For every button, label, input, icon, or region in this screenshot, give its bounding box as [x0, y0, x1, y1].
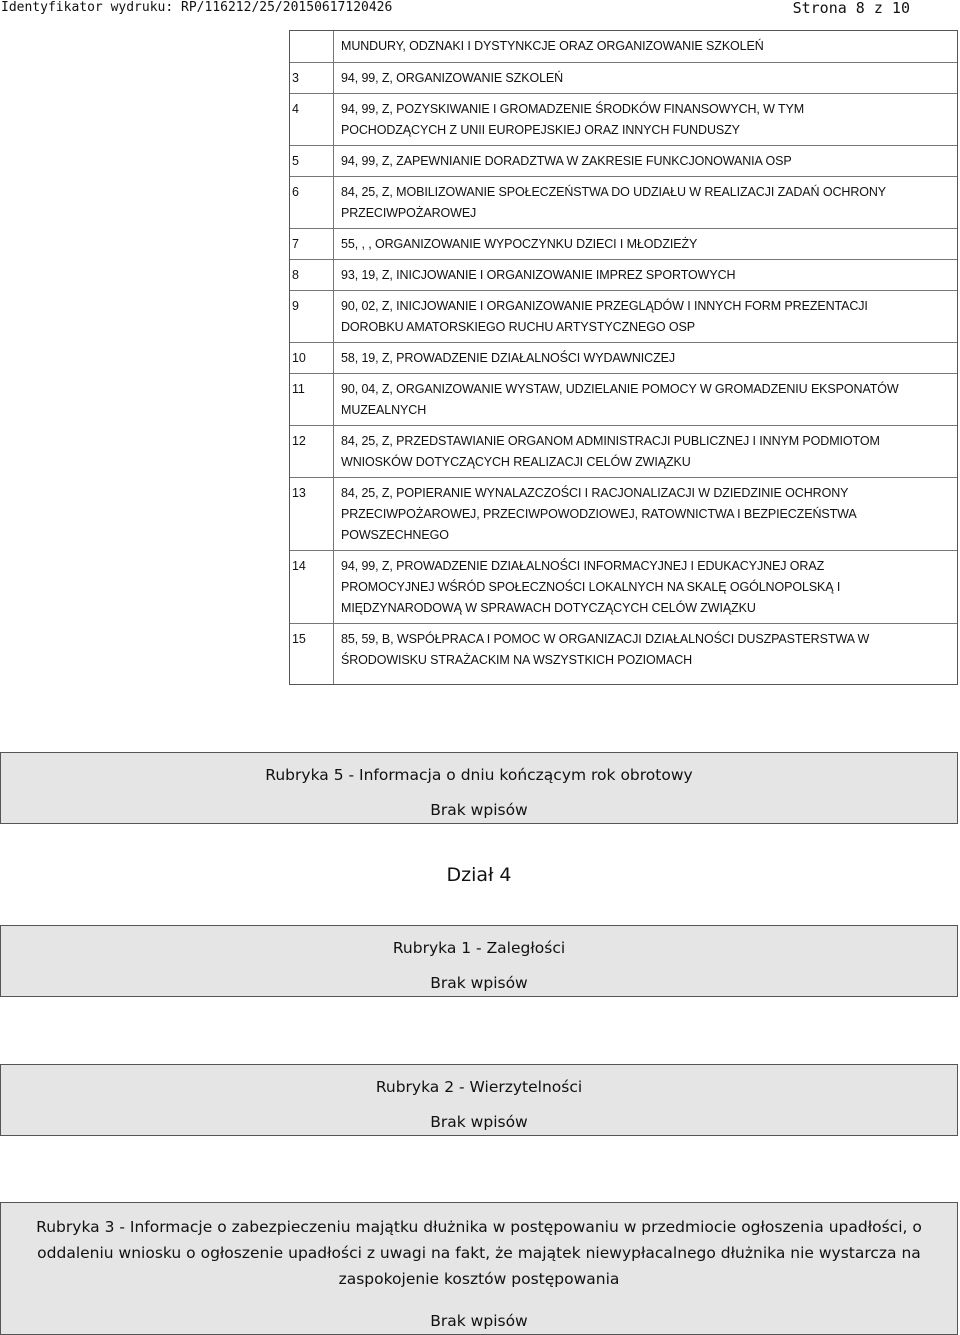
description-line: 55, , , ORGANIZOWANIE WYPOCZYNKU DZIECI I MŁODZIEŻY [341, 237, 698, 251]
description-line: ŚRODOWISKU STRAŻACKIM NA WSZYSTKICH POZIOMACH [341, 653, 693, 667]
description-line: MUZEALNYCH [341, 403, 427, 417]
description-line: 84, 25, Z, POPIERANIE WYNALAZCZOŚCI I RACJONALIZACJI W DZIEDZINIE OCHRONY [341, 486, 849, 500]
description-line: 94, 99, Z, ORGANIZOWANIE SZKOLEŃ [341, 71, 564, 85]
rubryka-1-section [0, 925, 958, 997]
row-description [341, 68, 953, 89]
rubryka-3-section [0, 1202, 958, 1335]
row-number: 13 [292, 486, 306, 500]
row-number: 4 [292, 102, 299, 116]
description-line: 93, 19, Z, INICJOWANIE I ORGANIZOWANIE IMPREZ SPORTOWYCH [341, 268, 736, 282]
row-number: 3 [292, 71, 299, 85]
table-row [290, 176, 957, 229]
description-line: 94, 99, Z, PROWADZENIE DZIAŁALNOŚCI INFORMACYJNEJ I EDUKACYJNEJ ORAZ [341, 559, 825, 573]
row-description [341, 629, 953, 671]
row-description [341, 431, 953, 473]
table-row [290, 31, 957, 62]
description-line: MIĘDZYNARODOWĄ W SPRAWACH DOTYCZĄCYCH CELÓW ZWIĄZKU [341, 601, 756, 615]
row-number: 7 [292, 237, 299, 251]
row-number: 5 [292, 154, 299, 168]
row-description [341, 296, 953, 338]
description-line: 58, 19, Z, PROWADZENIE DZIAŁALNOŚCI WYDAWNICZEJ [341, 351, 676, 365]
row-description [341, 348, 953, 369]
table-row [290, 93, 957, 146]
row-description [341, 265, 953, 286]
row-description [341, 556, 953, 619]
rubryka-3-empty: Brak wpisów [430, 1312, 528, 1330]
description-line: PRZECIWPOŻAROWEJ [341, 206, 477, 220]
row-description [341, 151, 953, 172]
row-description [341, 483, 953, 546]
rubryka-3-title-line: Rubryka 3 - Informacje o zabezpieczeniu majątku dłużnika w postępowaniu w przedmiocie ogłoszenia upadłości, o [36, 1218, 922, 1236]
description-line: DOROBKU AMATORSKIEGO RUCHU ARTYSTYCZNEGO OSP [341, 320, 695, 334]
rubryka-1-empty: Brak wpisów [430, 974, 528, 992]
row-description [341, 99, 953, 141]
description-line: WNIOSKÓW DOTYCZĄCYCH REALIZACJI CELÓW ZWIĄZKU [341, 455, 691, 469]
description-line: 84, 25, Z, PRZEDSTAWIANIE ORGANOM ADMINISTRACJI PUBLICZNEJ I INNYM PODMIOTOM [341, 434, 880, 448]
row-description [341, 379, 953, 421]
dzial-4-heading: Dział 4 [446, 864, 512, 886]
table-row [290, 145, 957, 177]
description-line: PROMOCYJNEJ WŚRÓD SPOŁECZNOŚCI LOKALNYCH NA SKALĘ OGÓLNOPOLSKĄ I [341, 580, 841, 594]
row-number: 10 [292, 351, 306, 365]
table-row [290, 259, 957, 291]
description-line: 94, 99, Z, POZYSKIWANIE I GROMADZENIE ŚRODKÓW FINANSOWYCH, W TYM [341, 102, 805, 116]
rubryka-1-title: Rubryka 1 - Zaległości [392, 939, 566, 957]
rubryka-3-title-line: zaspokojenie kosztów postępowania [338, 1270, 620, 1288]
rubryka-5-section [0, 752, 958, 824]
description-line: 90, 04, Z, ORGANIZOWANIE WYSTAW, UDZIELANIE POMOCY W GROMADZENIU EKSPONATÓW [341, 382, 899, 396]
table-row [290, 342, 957, 374]
rubryka-2-section [0, 1064, 958, 1136]
description-line: PRZECIWPOŻAROWEJ, PRZECIWPOWODZIOWEJ, RATOWNICTWA I BEZPIECZEŃSTWA [341, 507, 857, 521]
table-row [290, 550, 957, 624]
description-line: 85, 59, B, WSPÓŁPRACA I POMOC W ORGANIZACJI DZIAŁALNOŚCI DUSZPASTERSTWA W [341, 632, 870, 646]
rubryka-5-empty: Brak wpisów [430, 801, 528, 819]
description-line: POWSZECHNEGO [341, 528, 449, 542]
description-line: 84, 25, Z, MOBILIZOWANIE SPOŁECZEŃSTWA DO UDZIAŁU W REALIZACJI ZADAŃ OCHRONY [341, 185, 887, 199]
row-number: 9 [292, 299, 299, 313]
row-description [341, 36, 953, 57]
page-number: Strona 8 z 10 [792, 0, 910, 17]
row-number: 8 [292, 268, 299, 282]
row-number: 14 [292, 559, 306, 573]
rubryka-3-title [1, 1214, 957, 1292]
description-line: MUNDURY, ODZNAKI I DYSTYNKCJE ORAZ ORGANIZOWANIE SZKOLEŃ [341, 39, 764, 53]
rubryka-5-title: Rubryka 5 - Informacja o dniu kończącym rok obrotowy [265, 766, 693, 784]
row-number: 15 [292, 632, 306, 646]
print-identifier: Identyfikator wydruku: RP/116212/25/20150617120426 [1, 0, 393, 15]
rubryka-3-title-line: oddaleniu wniosku o ogłoszenie upadłości z uwagi na fakt, że majątek niewypłacalnego dłużnika nie wystarcza na [37, 1244, 921, 1262]
row-description [341, 182, 953, 224]
rubryka-2-empty: Brak wpisów [430, 1113, 528, 1131]
table-row [290, 623, 957, 676]
table-row [290, 373, 957, 426]
table-row [290, 477, 957, 551]
row-number: 11 [292, 382, 305, 396]
row-description [341, 234, 953, 255]
description-line: 90, 02, Z, INICJOWANIE I ORGANIZOWANIE PRZEGLĄDÓW I INNYCH FORM PREZENTACJI [341, 299, 868, 313]
row-number: 6 [292, 185, 299, 199]
table-row [290, 290, 957, 343]
description-line: POCHODZĄCYCH Z UNII EUROPEJSKIEJ ORAZ INNYCH FUNDUSZY [341, 123, 740, 137]
table-row [290, 425, 957, 478]
rubryka-2-title: Rubryka 2 - Wierzytelności [375, 1078, 583, 1096]
description-line: 94, 99, Z, ZAPEWNIANIE DORADZTWA W ZAKRESIE FUNKCJONOWANIA OSP [341, 154, 792, 168]
table-row [290, 62, 957, 94]
pkd-activities-table [289, 30, 958, 685]
row-number: 12 [292, 434, 306, 448]
table-row [290, 228, 957, 260]
